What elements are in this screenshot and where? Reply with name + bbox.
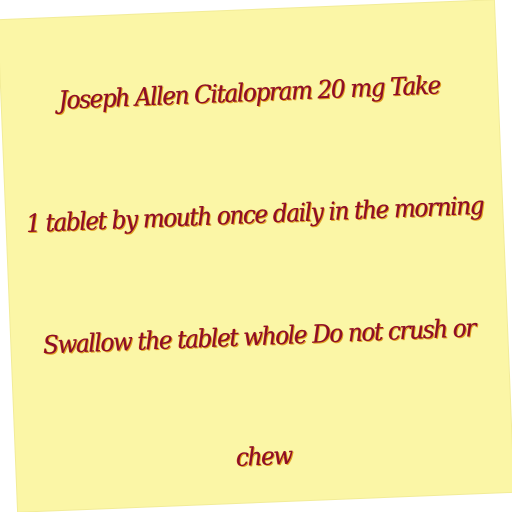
note-line-3: Swallow the tablet whole Do not crush or — [42, 313, 476, 360]
note-line-1: Joseph Allen Citalopram 20 mg Take — [58, 70, 441, 115]
note-line-4: chew — [235, 440, 293, 472]
note-line-2: 1 tablet by mouth once daily in the morning — [25, 190, 484, 239]
